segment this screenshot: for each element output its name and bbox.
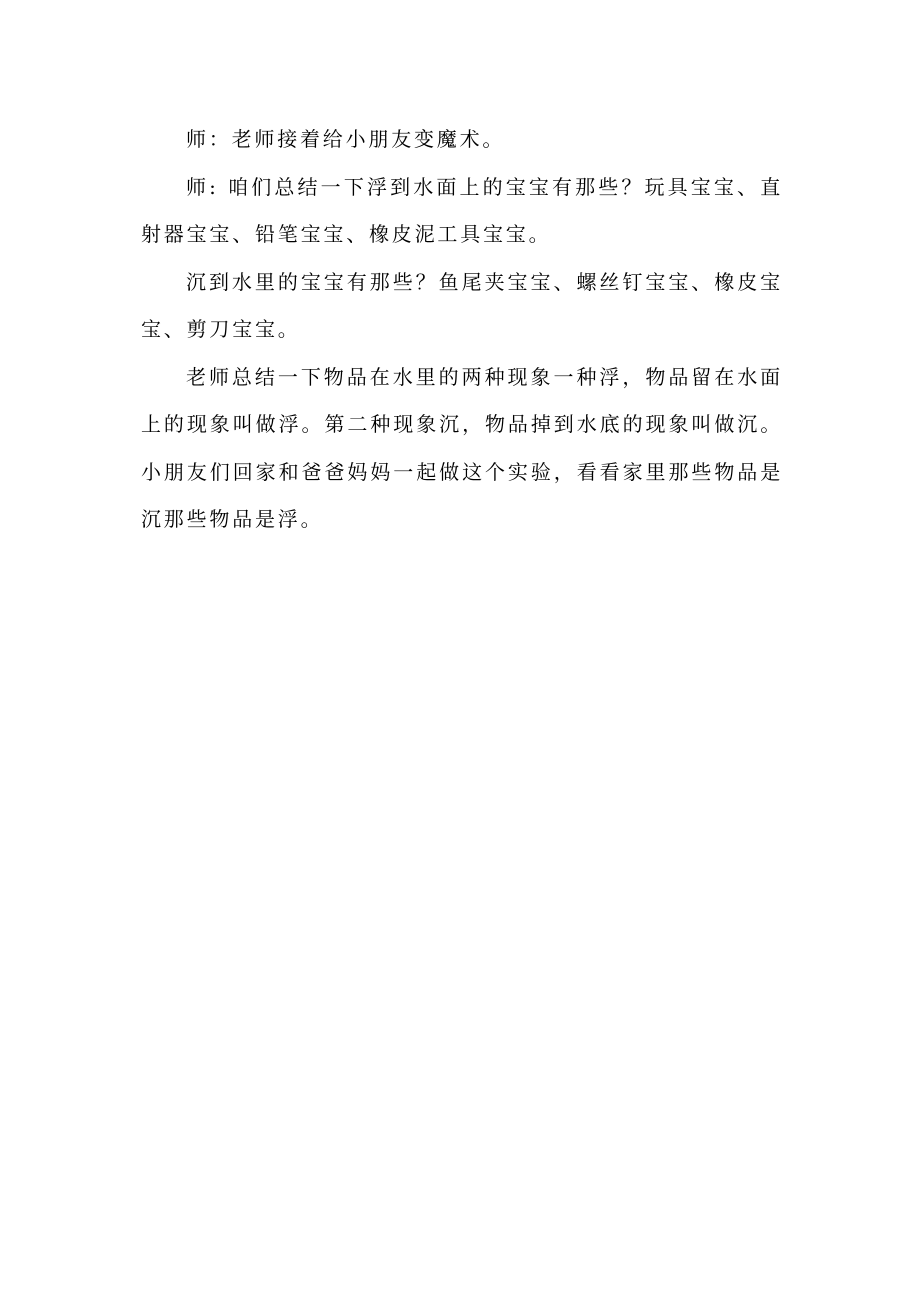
paragraph-floating-items: 师: 咱们总结一下浮到水面上的宝宝有那些？玩具宝宝、直射器宝宝、铅笔宝宝、橡皮泥工具宝宝。 bbox=[141, 174, 783, 246]
document-body bbox=[141, 116, 783, 544]
paragraph-teacher-magic: 师：老师接着给小朋友变魔术。 bbox=[186, 127, 506, 151]
paragraph-sinking-items: 沉到水里的宝宝有那些？鱼尾夹宝宝、螺丝钉宝宝、橡皮宝宝、剪刀宝宝。 bbox=[141, 269, 783, 341]
paragraph-summary: 老师总结一下物品在水里的两种现象一种浮，物品留在水面上的现象叫做浮。第二种现象沉，物品掉到水底的现象叫做沉。小朋友们回家和爸爸妈妈一起做这个实验，看看家里那些物品是沉那些物品是浮。 bbox=[141, 364, 783, 531]
